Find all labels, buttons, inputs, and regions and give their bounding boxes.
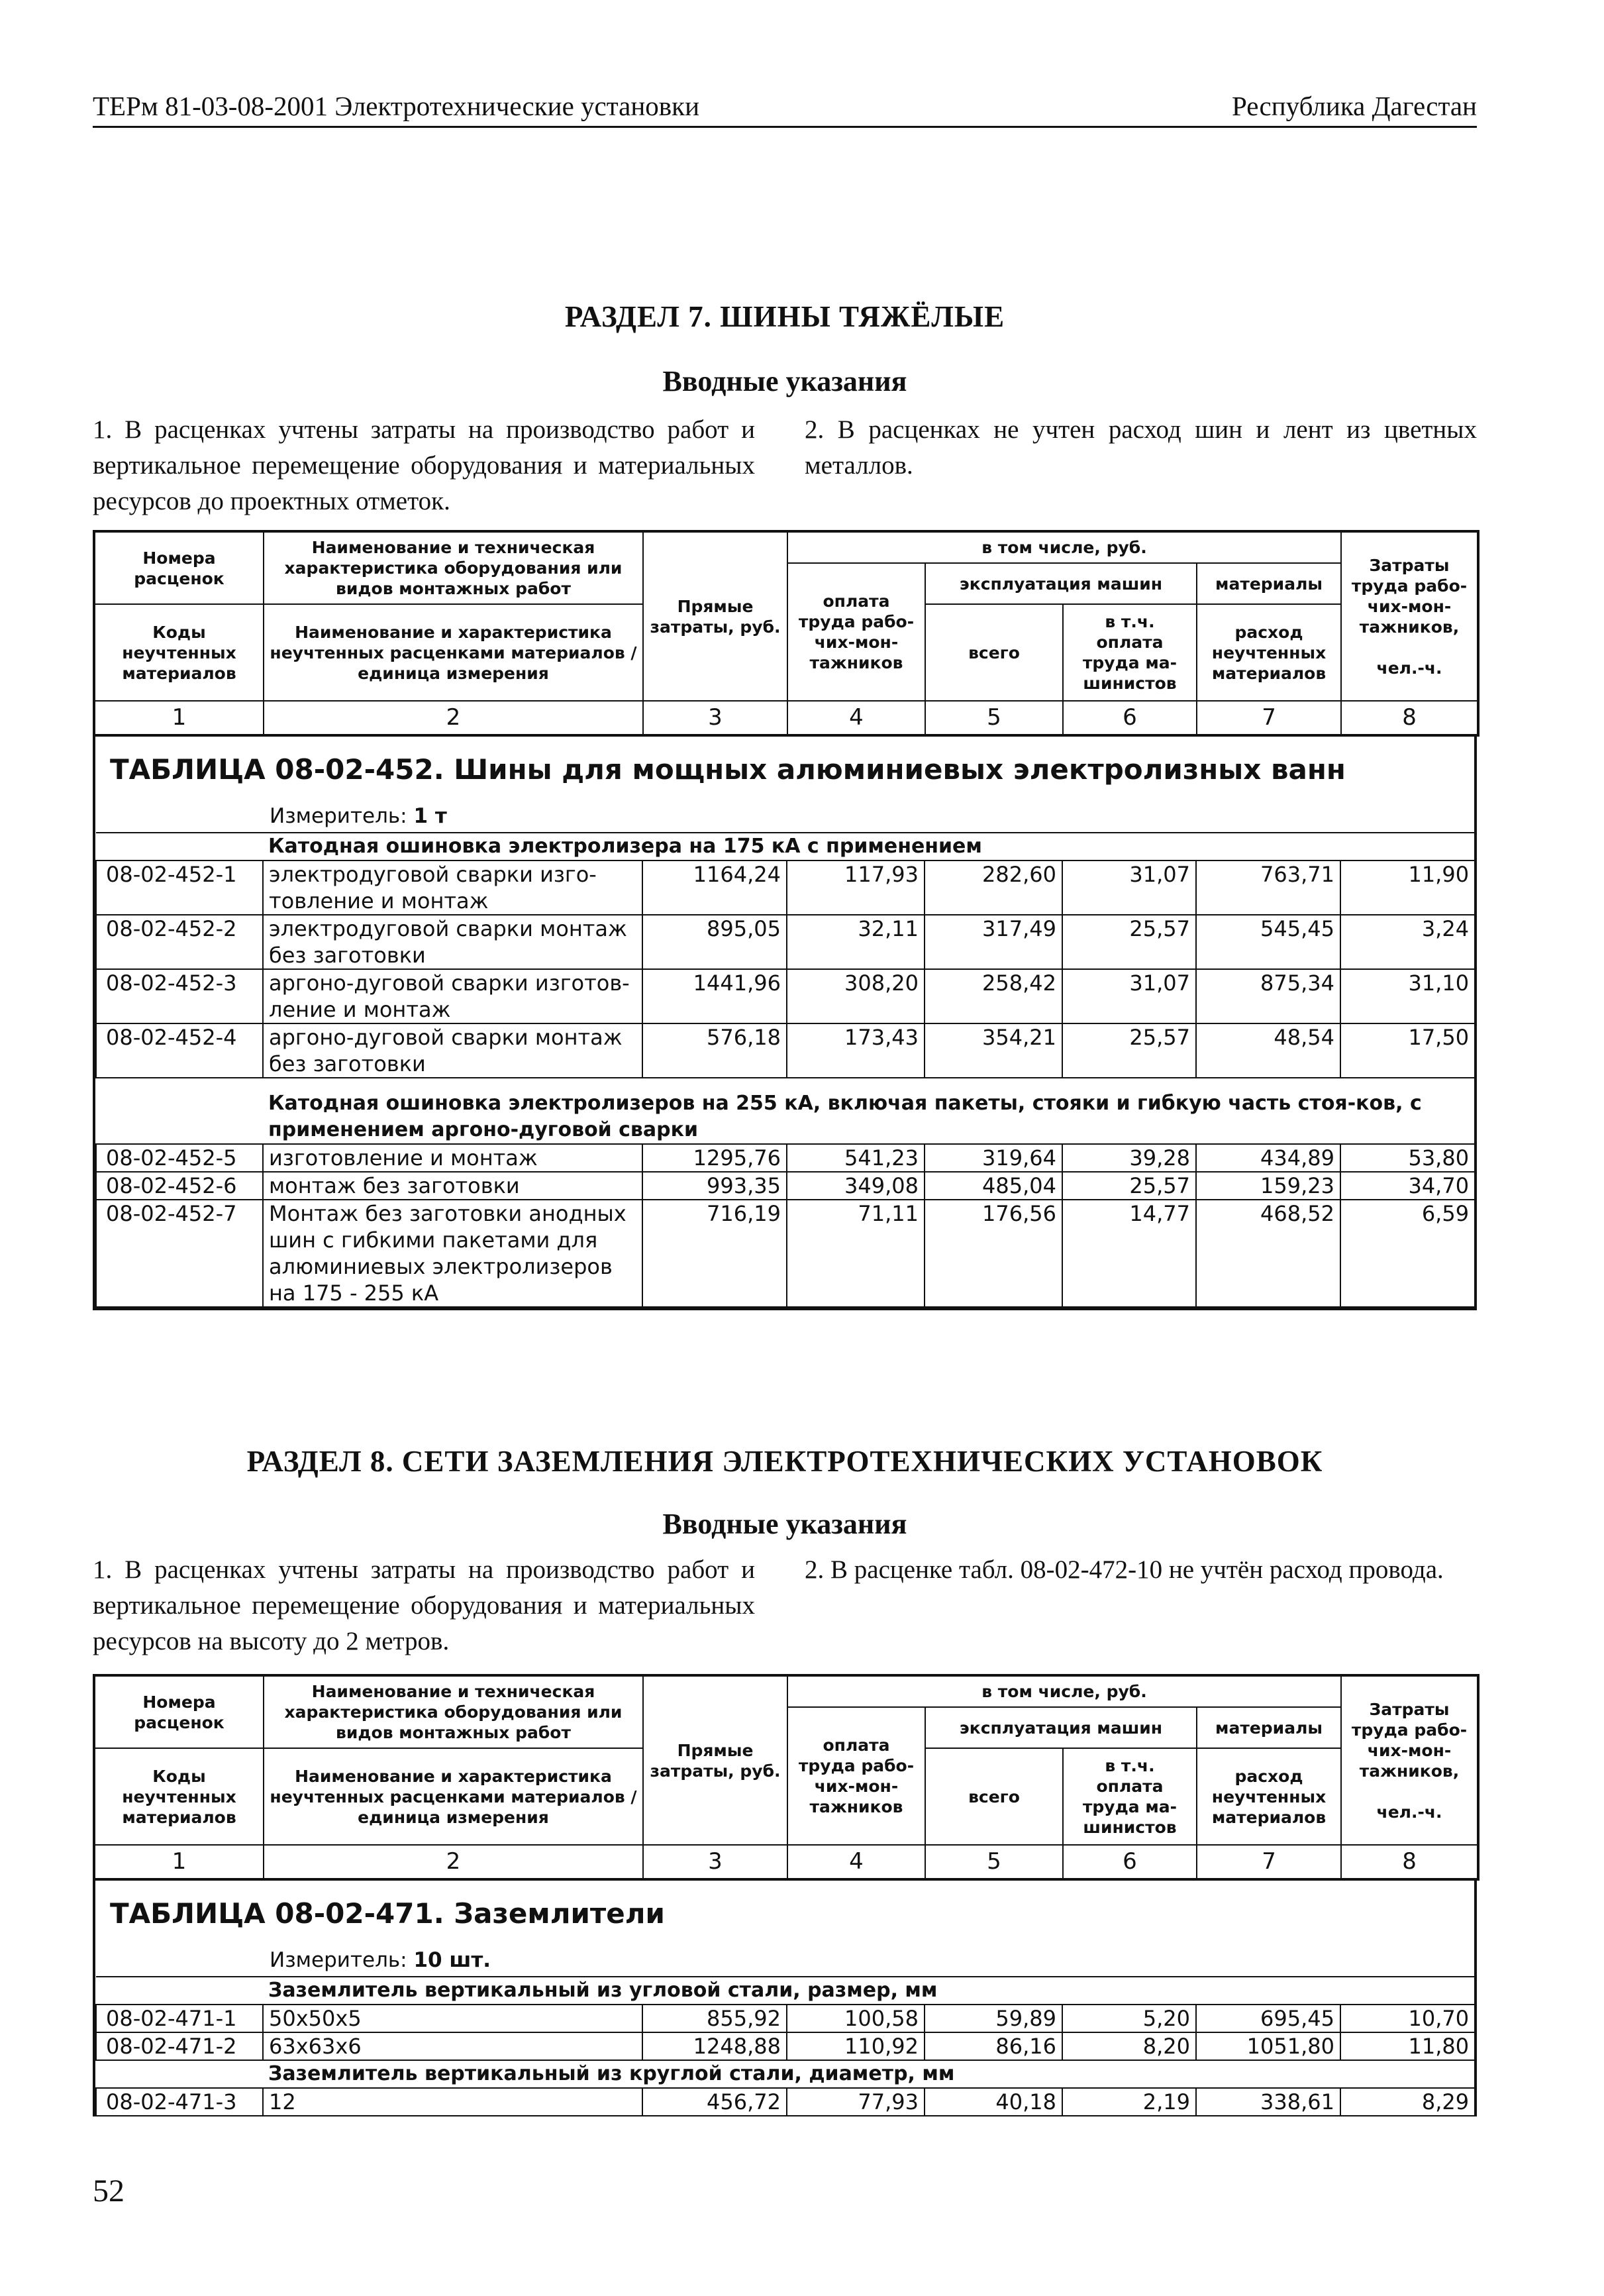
row-machines-total: 319,64 — [925, 1144, 1062, 1172]
row-labor-hours: 17,50 — [1340, 1023, 1475, 1078]
row-labor-hours: 3,24 — [1340, 915, 1475, 969]
table-title: ТАБЛИЦА 08-02-471. Заземлители — [110, 1897, 665, 1930]
row-materials: 875,34 — [1196, 969, 1340, 1023]
running-header — [93, 93, 1477, 128]
header-num-5: 5 — [925, 1845, 1063, 1879]
row-machines-total: 282,60 — [925, 861, 1062, 915]
header-num-6: 6 — [1063, 1845, 1197, 1879]
row-operator-pay: 25,57 — [1062, 915, 1196, 969]
row-materials: 695,45 — [1196, 2005, 1340, 2032]
row-name: изготовление и монтаж — [263, 1144, 642, 1172]
row-worker-pay: 349,08 — [787, 1172, 925, 1200]
group-heading: Катодная ошиновка электролизера на 175 кА с применением — [263, 833, 1475, 861]
row-direct-costs: 456,72 — [642, 2088, 787, 2116]
row-worker-pay: 77,93 — [787, 2088, 925, 2116]
row-machines-total: 317,49 — [925, 915, 1062, 969]
table-unit — [95, 800, 1474, 832]
header-unaccounted-materials: расход неучтенных материалов — [1197, 604, 1341, 701]
header-name-bottom: Наименование и характеристика неучтенных расценками материалов / единица измерения — [264, 604, 643, 701]
table-row — [96, 861, 1475, 915]
section-8-title: РАЗДЕЛ 8. СЕТИ ЗАЗЕМЛЕНИЯ ЭЛЕКТРОТЕХНИЧЕСКИХ УСТАНОВОК — [246, 1445, 1323, 1478]
header-num-7: 7 — [1197, 1845, 1341, 1879]
row-name: 63x63x6 — [263, 2032, 642, 2060]
header-labor-hours — [1341, 531, 1478, 701]
row-code: 08-02-471-2 — [96, 2032, 263, 2060]
table-unit-label: Измеритель: — [270, 804, 407, 828]
header-machines-total: всего — [925, 604, 1063, 701]
row-direct-costs: 1295,76 — [642, 1144, 787, 1172]
group-heading: Катодная ошиновка электролизеров на 255 кА, включая пакеты, стояки и гибкую часть стоя-ков, с применением аргоно-дуговой сварки — [263, 1078, 1475, 1144]
row-name: аргоно-дуговой сварки монтаж без заготовки — [263, 1023, 642, 1078]
section-7-table-block — [93, 737, 1477, 1310]
header-direct-costs: Прямые затраты, руб. — [643, 1675, 787, 1845]
section-7-table-body — [95, 832, 1476, 1308]
header-machines: эксплуатация машин — [925, 1707, 1197, 1748]
row-name: 50x50x5 — [263, 2005, 642, 2032]
row-name: аргоно-дуговой сварки изготов-ление и монтаж — [263, 969, 642, 1023]
row-code: 08-02-452-5 — [96, 1144, 263, 1172]
header-num-8: 8 — [1341, 701, 1478, 735]
row-worker-pay: 110,92 — [787, 2032, 925, 2060]
row-code: 08-02-471-1 — [96, 2005, 263, 2032]
header-operator-pay: в т.ч. оплата труда ма-шинистов — [1063, 604, 1197, 701]
header-worker-pay: оплата труда рабо-чих-мон-тажников — [787, 563, 925, 701]
row-name: электродуговой сварки изго-товление и монтаж — [263, 861, 642, 915]
row-operator-pay: 31,07 — [1062, 969, 1196, 1023]
header-direct-costs: Прямые затраты, руб. — [643, 531, 787, 701]
row-labor-hours: 11,90 — [1340, 861, 1475, 915]
row-labor-hours: 8,29 — [1340, 2088, 1475, 2116]
table-title: ТАБЛИЦА 08-02-452. Шины для мощных алюминиевых электролизных ванн — [110, 753, 1346, 786]
header-labor-hours — [1341, 1675, 1478, 1845]
section-8-intro-heading: Вводные указания — [662, 1508, 907, 1540]
header-unaccounted-materials: расход неучтенных материалов — [1197, 1748, 1341, 1845]
page-number: 52 — [93, 2173, 125, 2209]
row-operator-pay: 31,07 — [1062, 861, 1196, 915]
header-num-1: 1 — [94, 1845, 264, 1879]
section-7-intro-right: 2. В расценках не учтен расход шин и лент из цветных металлов. — [805, 415, 1477, 480]
row-materials: 159,23 — [1196, 1172, 1340, 1200]
row-materials: 48,54 — [1196, 1023, 1340, 1078]
row-operator-pay: 14,77 — [1062, 1200, 1196, 1307]
header-num-5: 5 — [925, 701, 1063, 735]
header-including: в том числе, руб. — [787, 1675, 1341, 1707]
header-labor-hours-unit: чел.-ч. — [1376, 658, 1442, 678]
section-7-title: РАЗДЕЛ 7. ШИНЫ ТЯЖЁЛЫЕ — [564, 300, 1005, 333]
row-materials: 434,89 — [1196, 1144, 1340, 1172]
row-name: Монтаж без заготовки анодных шин с гибкими пакетами для алюминиевых электролизеров на 175 - 255 кА — [263, 1200, 642, 1307]
row-machines-total: 59,89 — [925, 2005, 1062, 2032]
header-num-3: 3 — [643, 1845, 787, 1879]
group-heading: Заземлитель вертикальный из круглой стали, диаметр, мм — [263, 2060, 1475, 2088]
table-unit-value: 1 т — [413, 804, 447, 828]
row-direct-costs: 895,05 — [642, 915, 787, 969]
row-operator-pay: 25,57 — [1062, 1172, 1196, 1200]
row-code: 08-02-452-3 — [96, 969, 263, 1023]
header-num-4: 4 — [787, 701, 925, 735]
header-name-top: Наименование и техническая характеристика оборудования или видов монтажных работ — [264, 531, 643, 604]
row-labor-hours: 6,59 — [1340, 1200, 1475, 1307]
table-unit — [95, 1944, 1474, 1976]
table-row — [96, 1172, 1475, 1200]
row-code: 08-02-452-7 — [96, 1200, 263, 1307]
document-code: ТЕРм 81-03-08-2001 Электротехнические установки — [93, 91, 700, 121]
header-materials: материалы — [1197, 1707, 1341, 1748]
header-num-4: 4 — [787, 1845, 925, 1879]
row-materials: 763,71 — [1196, 861, 1340, 915]
row-code: 08-02-452-6 — [96, 1172, 263, 1200]
row-materials: 468,52 — [1196, 1200, 1340, 1307]
header-labor-hours-top: Затраты труда рабо-чих-мон-тажников, — [1351, 1699, 1468, 1781]
row-direct-costs: 1441,96 — [642, 969, 787, 1023]
row-worker-pay: 541,23 — [787, 1144, 925, 1172]
table-row — [96, 1144, 1475, 1172]
header-including: в том числе, руб. — [787, 531, 1341, 563]
header-num-7: 7 — [1197, 701, 1341, 735]
row-direct-costs: 576,18 — [642, 1023, 787, 1078]
row-labor-hours: 10,70 — [1340, 2005, 1475, 2032]
row-operator-pay: 8,20 — [1062, 2032, 1196, 2060]
header-code-top: Номера расценок — [94, 1675, 264, 1748]
row-machines-total: 354,21 — [925, 1023, 1062, 1078]
row-machines-total: 485,04 — [925, 1172, 1062, 1200]
header-name-bottom: Наименование и характеристика неучтенных расценками материалов / единица измерения — [264, 1748, 643, 1845]
row-operator-pay: 5,20 — [1062, 2005, 1196, 2032]
row-machines-total: 86,16 — [925, 2032, 1062, 2060]
row-worker-pay: 117,93 — [787, 861, 925, 915]
row-worker-pay: 32,11 — [787, 915, 925, 969]
row-direct-costs: 993,35 — [642, 1172, 787, 1200]
header-machines-total: всего — [925, 1748, 1063, 1845]
row-direct-costs: 716,19 — [642, 1200, 787, 1307]
row-materials: 545,45 — [1196, 915, 1340, 969]
row-machines-total: 176,56 — [925, 1200, 1062, 1307]
row-worker-pay: 100,58 — [787, 2005, 925, 2032]
header-num-6: 6 — [1063, 701, 1197, 735]
header-materials: материалы — [1197, 563, 1341, 604]
header-operator-pay: в т.ч. оплата труда ма-шинистов — [1063, 1748, 1197, 1845]
row-code: 08-02-471-3 — [96, 2088, 263, 2116]
table-row — [96, 2005, 1475, 2032]
header-labor-hours-unit: чел.-ч. — [1376, 1802, 1442, 1822]
row-worker-pay: 308,20 — [787, 969, 925, 1023]
table-row — [96, 2088, 1475, 2116]
row-direct-costs: 1164,24 — [642, 861, 787, 915]
table-row — [96, 915, 1475, 969]
header-num-8: 8 — [1341, 1845, 1478, 1879]
section-8-table-block — [93, 1881, 1477, 2116]
table-row — [96, 2032, 1475, 2060]
row-operator-pay: 2,19 — [1062, 2088, 1196, 2116]
table-row — [96, 1200, 1475, 1307]
row-materials: 338,61 — [1196, 2088, 1340, 2116]
section-7-intro-heading: Вводные указания — [662, 365, 907, 397]
header-code-bottom: Коды неучтенных материалов — [94, 604, 264, 701]
section-8-intro-right: 2. В расценке табл. 08-02-472-10 не учтён расход провода. — [805, 1555, 1444, 1584]
header-worker-pay: оплата труда рабо-чих-мон-тажников — [787, 1707, 925, 1845]
row-code: 08-02-452-4 — [96, 1023, 263, 1078]
header-machines: эксплуатация машин — [925, 563, 1197, 604]
section-8-table-body — [95, 1976, 1476, 2116]
table-row — [96, 1023, 1475, 1078]
header-labor-hours-top: Затраты труда рабо-чих-мон-тажников, — [1351, 555, 1468, 637]
row-direct-costs: 855,92 — [642, 2005, 787, 2032]
section-7-table-header — [93, 530, 1479, 737]
row-machines-total: 258,42 — [925, 969, 1062, 1023]
header-code-bottom: Коды неучтенных материалов — [94, 1748, 264, 1845]
row-materials: 1051,80 — [1196, 2032, 1340, 2060]
section-8-intro-left: 1. В расценках учтены затраты на производство работ и вертикальное перемещение оборудования и материальных ресурсов на высоту до 2 метров. — [93, 1555, 755, 1655]
row-operator-pay: 25,57 — [1062, 1023, 1196, 1078]
row-code: 08-02-452-2 — [96, 915, 263, 969]
table-row — [96, 969, 1475, 1023]
section-8-table-header — [93, 1674, 1479, 1881]
header-num-3: 3 — [643, 701, 787, 735]
header-num-2: 2 — [264, 701, 643, 735]
header-num-1: 1 — [94, 701, 264, 735]
row-labor-hours: 53,80 — [1340, 1144, 1475, 1172]
row-labor-hours: 11,80 — [1340, 2032, 1475, 2060]
table-unit-value: 10 шт. — [413, 1948, 491, 1972]
row-worker-pay: 71,11 — [787, 1200, 925, 1307]
row-worker-pay: 173,43 — [787, 1023, 925, 1078]
row-labor-hours: 31,10 — [1340, 969, 1475, 1023]
header-code-top: Номера расценок — [94, 531, 264, 604]
header-name-top: Наименование и техническая характеристика оборудования или видов монтажных работ — [264, 1675, 643, 1748]
row-machines-total: 40,18 — [925, 2088, 1062, 2116]
region-name: Республика Дагестан — [1232, 91, 1477, 121]
group-heading: Заземлитель вертикальный из угловой стали, размер, мм — [263, 1977, 1475, 2005]
row-code: 08-02-452-1 — [96, 861, 263, 915]
row-labor-hours: 34,70 — [1340, 1172, 1475, 1200]
row-direct-costs: 1248,88 — [642, 2032, 787, 2060]
row-name: электродуговой сварки монтаж без заготовки — [263, 915, 642, 969]
section-7-intro-left: 1. В расценках учтены затраты на производство работ и вертикальное перемещение оборудования и материальных ресурсов до проектных отметок. — [93, 415, 755, 515]
row-name: монтаж без заготовки — [263, 1172, 642, 1200]
table-unit-label: Измеритель: — [270, 1948, 407, 1972]
row-operator-pay: 39,28 — [1062, 1144, 1196, 1172]
header-num-2: 2 — [264, 1845, 643, 1879]
row-name: 12 — [263, 2088, 642, 2116]
